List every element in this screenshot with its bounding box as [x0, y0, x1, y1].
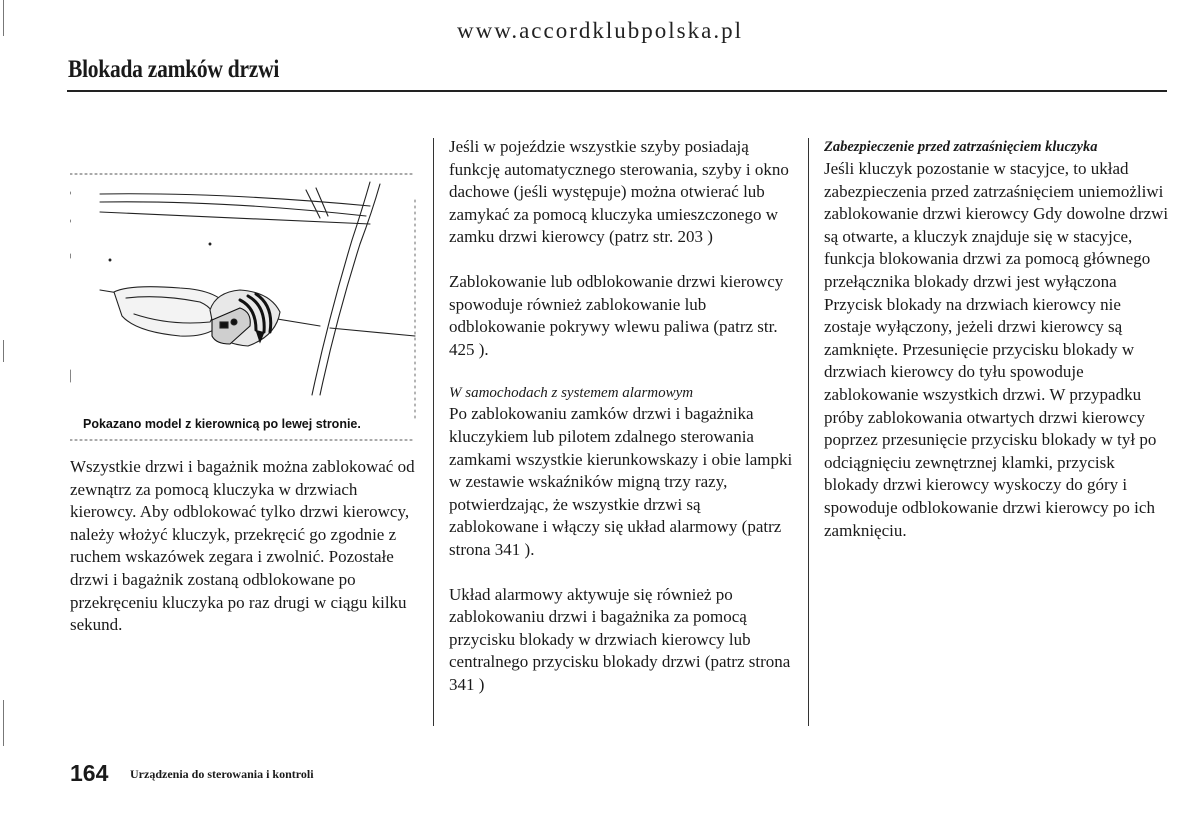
figure-caption: Pokazano model z kierownicą po lewej stronie. — [83, 417, 361, 431]
column-middle — [449, 136, 794, 718]
door-lock-illustration — [70, 160, 420, 445]
column-right — [824, 136, 1169, 542]
header-rule — [67, 90, 1167, 92]
column-left — [70, 456, 420, 659]
footer-section: Urządzenia do sterowania i kontroli — [130, 767, 314, 781]
margin-mark — [3, 700, 4, 746]
door-handle-key-drawing — [70, 160, 420, 445]
paragraph-fuel-lid: Zablokowanie lub odblokowanie drzwi kierowcy spowoduje również zablokowanie lub odblokowanie pokrywy wlewu paliwa (patrz str. 425 ). — [449, 271, 784, 359]
paragraph-alarm-activation: Układ alarmowy aktywuje się również po zablokowaniu drzwi i bagażnika za pomocą przycisku blokady w drzwiach kierowcy lub centralnego przycisku blokady drzwi (patrz strona 341 ) — [449, 584, 791, 694]
keylock-heading: Zabezpieczenie przed zatrzaśnięciem kluczyka — [824, 139, 1098, 155]
paragraph-keylock: Jeśli kluczyk pozostanie w stacyjce, to układ zabezpieczenia przed zatrzaśnięciem uniemożliwi zablokowanie drzwi kierowcy Gdy dowolne drzwi są otwarte, a kluczyk znajduje się w stacyjce, funkcja blokowania drzwi za pomocą głównego przełącznika blokady drzwi jest wyłączona Przycisk blokady na drzwiach kierowcy nie zostaje wyłączony, jeżeli drzwi kierowcy są zamknięte. Przesunięcie przycisku blokady w drzwiach kierowcy do tyłu spowoduje zablokowanie wszystkich drzwi. W przypadku próby zablokowania otwartych drzwi kierowcy poprzez przesunięcie przycisku blokady w tył po odciągnięciu zewnętrznej klamki, przycisk blokady drzwi kierowcy wyskoczy do góry i spowoduje odblokowanie drzwi kierowcy po ich zamknięciu. — [824, 159, 1169, 540]
site-url: www.accordklubpolska.pl — [457, 18, 743, 43]
margin-mark — [3, 340, 4, 362]
page-title: Blokada zamków drzwi — [68, 56, 280, 83]
alarm-section — [449, 383, 794, 561]
margin-mark — [3, 0, 4, 36]
paragraph-key-lock: Wszystkie drzwi i bagażnik można zablokować od zewnątrz za pomocą kluczyka w drzwiach kierowcy. Aby odblokować tylko drzwi kierowcy, należy włożyć kluczyk, przekręcić go zgodnie z ruchem wskazówek zegara i zwolnić. Pozostałe drzwi i bagażnik zostaną odblokowane po przekręceniu kluczyka po raz drugi w ciągu kilku sekund. — [70, 457, 415, 635]
page-number: 164 — [70, 760, 109, 786]
alarm-heading: W samochodach z systemem alarmowym — [449, 385, 694, 402]
column-divider — [808, 138, 809, 726]
paragraph-alarm: Po zablokowaniu zamków drzwi i bagażnika kluczykiem lub pilotem zdalnego sterowania zamkami wszystkie kierunkowskazy i obie lampki w zestawie wskaźników migną trzy razy, potwierdzając, że wszystkie drzwi są zablokowane i włączy się układ alarmowy (patrz strona 341 ). — [449, 404, 793, 559]
paragraph-windows: Jeśli w pojeździe wszystkie szyby posiadają funkcję automatycznego sterowania, szyby i okno dachowe (jeśli występuje) można otwierać lub zamykać za pomocą kluczyka umieszczonego w zamku drzwi kierowcy (patrz str. 203 ) — [449, 137, 789, 247]
column-divider — [433, 138, 434, 726]
